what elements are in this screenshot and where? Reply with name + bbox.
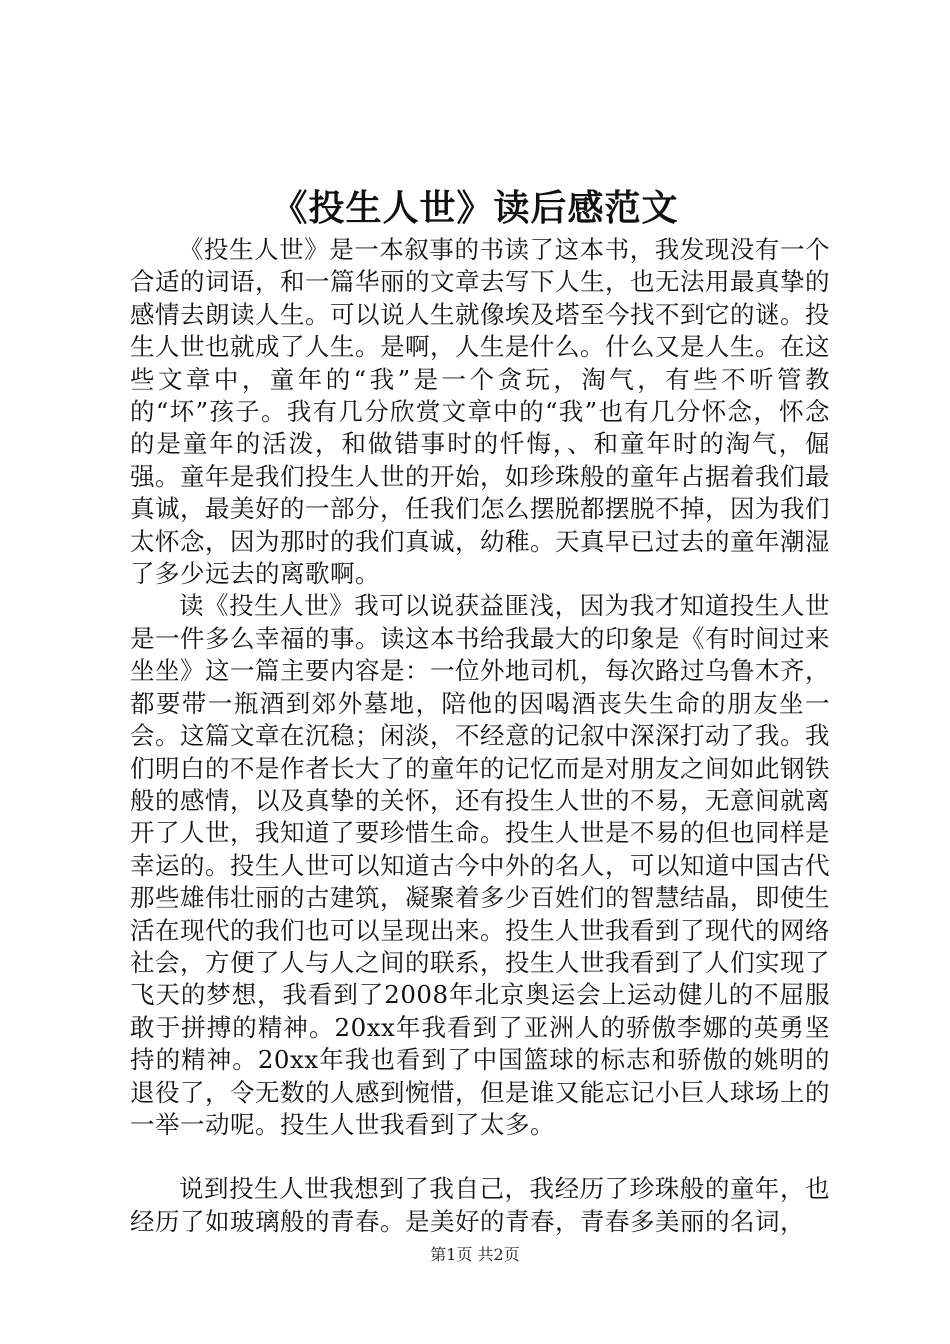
document-body xyxy=(130,234,830,1238)
paragraph-1: 《投生人世》是一本叙事的书读了这本书，我发现没有一个合适的词语，和一篇华丽的文章去写下人生，也无法用最真挚的感情去朗读人生。可以说人生就像埃及塔至今找不到它的谜。投生人世也就成了人生。是啊，人生是什么。什么又是人生。在这些文章中，童年的“我”是一个贪玩，淘气，有些不听管教的“坏”孩子。我有几分欣赏文章中的“我”也有几分怀念，怀念的是童年的活泼，和做错事时的忏悔，、和童年时的淘气，倔强。童年是我们投生人世的开始，如珍珠般的童年占据着我们最真诚，最美好的一部分，任我们怎么摆脱都摆脱不掉，因为我们太怀念，因为那时的我们真诚，幼稚。天真早已过去的童年潮湿了多少远去的离歌啊。 xyxy=(130,235,830,589)
page-footer: 第1页 共2页 xyxy=(430,1245,520,1264)
document-title: 《投生人世》读后感范文 xyxy=(271,187,679,229)
paragraph-2: 读《投生人世》我可以说获益匪浅，因为我才知道投生人世是一件多么幸福的事。读这本书给我最大的印象是《有时间过来坐坐》这一篇主要内容是：一位外地司机，每次路过乌鲁木齐，都要带一瓶酒到郊外墓地，陪他的因喝酒丧失生命的朋友坐一会。这篇文章在沉稳；闲淡，不经意的记叙中深深打动了我。我们明白的不是作者长大了的童年的记忆而是对朋友之间如此钢铁般的感情，以及真挚的关怀，还有投生人世的不易，无意间就离开了人世，我知道了要珍惜生命。投生人世是不易的但也同样是幸运的。投生人世可以知道古今中外的名人，可以知道中国古代那些雄伟壮丽的古建筑，凝聚着多少百姓们的智慧结晶，即使生活在现代的我们也可以呈现出来。投生人世我看到了现代的网络社会，方便了人与人之间的联系，投生人世我看到了人们实现了飞天的梦想，我看到了2008年北京奥运会上运动健儿的不屈服敢于拼搏的精神。20xx年我看到了亚洲人的骄傲李娜的英勇坚持的精神。20xx年我也看到了中国篮球的标志和骄傲的姚明的退役了，令无数的人感到惋惜，但是谁又能忘记小巨人球场上的一举一动呢。投生人世我看到了太多。 xyxy=(130,591,830,1139)
paragraph-3: 说到投生人世我想到了我自己，我经历了珍珠般的童年，也经历了如玻璃般的青春。是美好的青春，青春多美丽的名词， xyxy=(130,1174,830,1236)
